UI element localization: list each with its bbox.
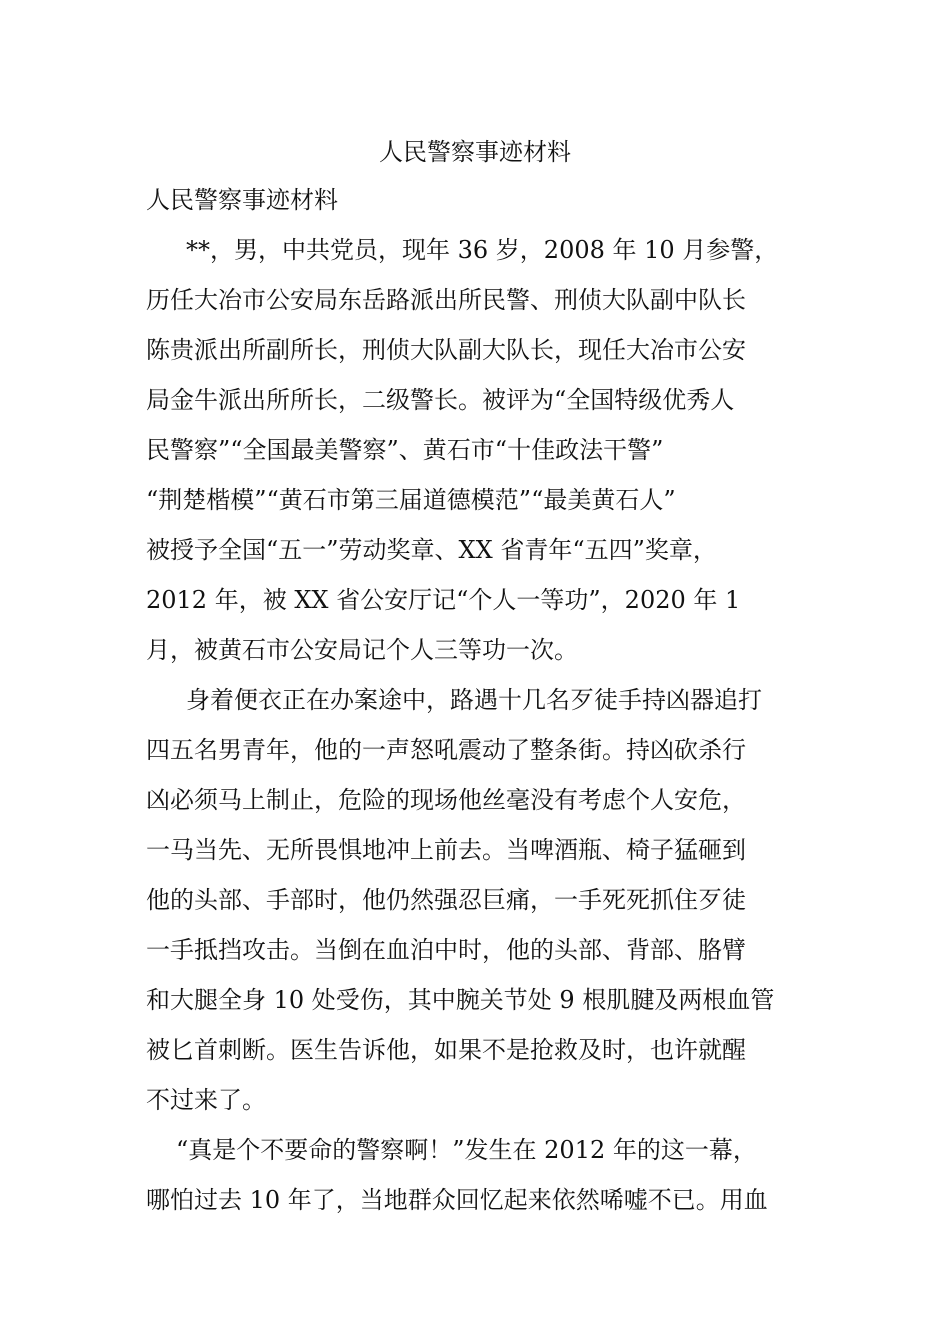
document-title: 人民警察事迹材料 (379, 138, 571, 166)
paragraph-2-line: 一手抵挡攻击。当倒在血泊中时，他的头部、背部、胳臂 (146, 936, 746, 964)
paragraph-2-line: 和大腿全身 10 处受伤，其中腕关节处 9 根肌腱及两根血管 (146, 986, 775, 1014)
paragraph-1-line: 被授予全国“五一”劳动奖章、XX 省青年“五四”奖章， (146, 536, 717, 564)
paragraph-2-line: 一马当先、无所畏惧地冲上前去。当啤酒瓶、椅子猛砸到 (146, 836, 746, 864)
paragraph-1-line: “荆楚楷模”“黄石市第三届道德模范”“最美黄石人” (146, 486, 676, 514)
paragraph-2-line: 凶必须马上制止，危险的现场他丝毫没有考虑个人安危， (146, 786, 746, 814)
paragraph-3-line: “真是个不要命的警察啊！”发生在 2012 年的这一幕， (176, 1136, 757, 1164)
paragraph-1-line: **，男，中共党员，现年 36 岁，2008 年 10 月参警， (186, 236, 779, 264)
paragraph-1-line: 历任大冶市公安局东岳路派出所民警、刑侦大队副中队长 (146, 286, 746, 314)
paragraph-3-line: 哪怕过去 10 年了，当地群众回忆起来依然唏嘘不已。用血 (146, 1186, 768, 1214)
document-subtitle: 人民警察事迹材料 (146, 186, 338, 214)
paragraph-2-line: 不过来了。 (146, 1086, 266, 1114)
paragraph-2-line: 身着便衣正在办案途中，路遇十几名歹徒手持凶器追打 (186, 686, 762, 714)
paragraph-1-line: 民警察”“全国最美警察”、黄石市“十佳政法干警” (146, 436, 664, 464)
paragraph-1-line: 2012 年，被 XX 省公安厅记“个人一等功”，2020 年 1 (146, 586, 741, 614)
paragraph-2-line: 四五名男青年，他的一声怒吼震动了整条街。持凶砍杀行 (146, 736, 746, 764)
paragraph-1-line: 月，被黄石市公安局记个人三等功一次。 (146, 636, 578, 664)
paragraph-2-line: 被匕首刺断。医生告诉他，如果不是抢救及时，也许就醒 (146, 1036, 746, 1064)
paragraph-1-line: 局金牛派出所所长，二级警长。被评为“全国特级优秀人 (146, 386, 735, 414)
paragraph-1-line: 陈贵派出所副所长，刑侦大队副大队长，现任大冶市公安 (146, 336, 746, 364)
paragraph-2-line: 他的头部、手部时，他仍然强忍巨痛，一手死死抓住歹徒 (146, 886, 746, 914)
